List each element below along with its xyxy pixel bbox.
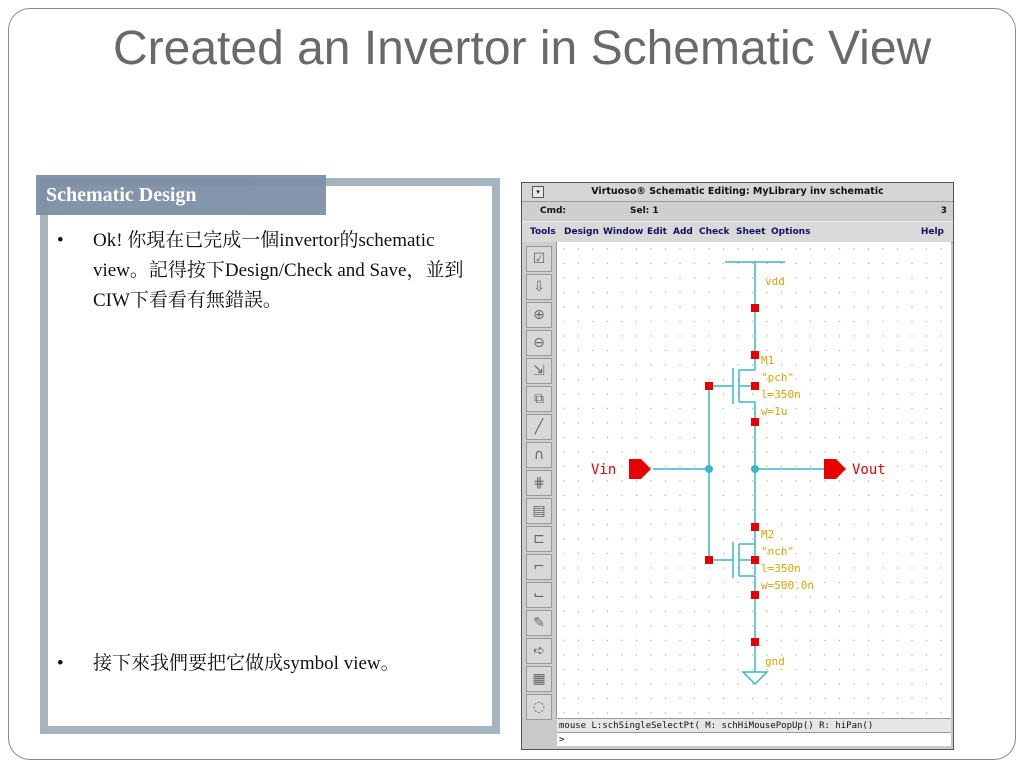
bullet-text: Ok! 你現在已完成一個invertor的schematic view。記得按下Design/Check and Save，並到CIW下看看有無錯誤。 — [93, 230, 464, 311]
m2-name: M2 — [761, 528, 775, 541]
menu-add[interactable]: Add — [673, 227, 693, 237]
bullet-item — [57, 649, 493, 679]
menu-edit[interactable]: Edit — [647, 227, 667, 237]
m2-width: w=500.0n — [761, 579, 814, 592]
virtuoso-window — [521, 182, 954, 750]
menu-options[interactable]: Options — [771, 227, 811, 237]
stretch-icon[interactable]: ⇲ — [526, 358, 552, 384]
menu-bar — [522, 221, 953, 243]
m1-gate-terminal — [705, 382, 713, 390]
pin-icon[interactable]: ⋕ — [526, 470, 552, 496]
schematic-drawing — [557, 242, 951, 718]
zoom-out-icon[interactable]: ⊖ — [526, 330, 552, 356]
bullet-text: 接下來我們要把它做成symbol view。 — [93, 653, 400, 674]
schematic-canvas[interactable] — [557, 242, 951, 718]
label-icon[interactable]: ▤ — [526, 498, 552, 524]
m2-bulk-terminal — [751, 556, 759, 564]
box-heading: Schematic Design — [36, 175, 326, 215]
bullet-item — [57, 226, 473, 316]
menu-sheet[interactable]: Sheet — [736, 227, 766, 237]
wire-icon[interactable]: ╱ — [526, 414, 552, 440]
gnd-label: gnd — [765, 655, 785, 668]
selection-count: Sel: 1 — [630, 206, 659, 216]
cmd-label: Cmd: — [540, 206, 567, 216]
command-input[interactable]: > — [557, 732, 951, 746]
window-title: Virtuoso® Schematic Editing: MyLibrary inv schematic — [591, 186, 884, 197]
input-junction — [705, 465, 713, 473]
grid-dots — [557, 242, 951, 718]
save-icon[interactable]: ⇩ — [526, 274, 552, 300]
output-junction — [751, 465, 759, 473]
hierarchy-icon[interactable]: ◌ — [526, 694, 552, 720]
m1-bulk-terminal — [751, 382, 759, 390]
undo-icon[interactable]: ⌐ — [526, 554, 552, 580]
slide-title: Created an Invertor in Schematic View — [113, 22, 932, 75]
bullet-marker: • — [57, 653, 64, 674]
vdd-terminal — [751, 304, 759, 312]
m1-model: "pch" — [761, 371, 795, 384]
menu-tools[interactable]: Tools — [530, 227, 556, 237]
m2-length: l=350n — [761, 562, 801, 575]
vin-label: Vin — [591, 462, 617, 478]
menu-window[interactable]: Window — [603, 227, 644, 237]
status-number: 3 — [940, 206, 947, 216]
instance-icon[interactable]: ∩ — [526, 442, 552, 468]
m1-width: w=1u — [761, 405, 788, 418]
m1-drain-terminal — [751, 418, 759, 426]
status-bar — [522, 202, 953, 220]
m2-gate-terminal — [705, 556, 713, 564]
cmd-option-icon[interactable]: ➪ — [526, 638, 552, 664]
gnd-terminal — [751, 638, 759, 646]
vout-label: Vout — [852, 462, 886, 478]
m2-source-terminal — [751, 591, 759, 599]
check-icon[interactable]: ☑ — [526, 246, 552, 272]
m2-model: "nch" — [761, 545, 795, 558]
zoom-in-icon[interactable]: ⊕ — [526, 302, 552, 328]
copy-icon[interactable]: ⧉ — [526, 386, 552, 412]
menu-check[interactable]: Check — [699, 227, 730, 237]
fit-icon[interactable]: ▦ — [526, 666, 552, 692]
tool-palette — [522, 242, 557, 718]
bullet-marker: • — [57, 230, 64, 251]
window-titlebar[interactable] — [522, 183, 953, 202]
redo-icon[interactable]: ⌙ — [526, 582, 552, 608]
m1-name: M1 — [761, 354, 775, 367]
menu-help[interactable]: Help — [920, 227, 944, 237]
property-icon[interactable]: ⊏ — [526, 526, 552, 552]
window-menu-icon[interactable]: ▾ — [532, 186, 544, 198]
vdd-label: vdd — [765, 275, 785, 288]
delete-icon[interactable]: ✎ — [526, 610, 552, 636]
mouse-binding-bar: mouse L:schSingleSelectPt( M: schHiMousePopUp() R: hiPan() — [557, 718, 951, 732]
m2-drain-terminal — [751, 523, 759, 531]
menu-design[interactable]: Design — [564, 227, 599, 237]
m1-source-terminal — [751, 351, 759, 359]
m1-length: l=350n — [761, 388, 801, 401]
